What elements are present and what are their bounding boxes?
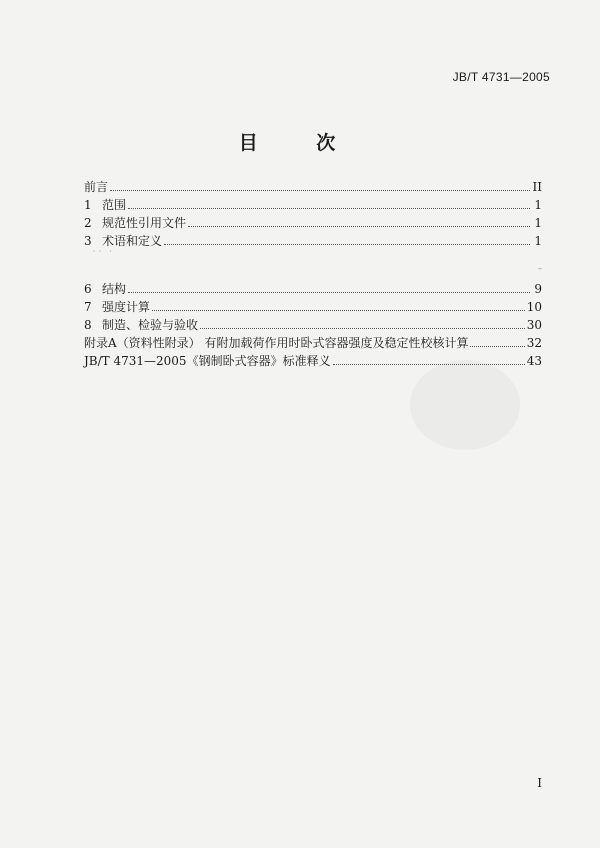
leader-dots	[128, 207, 530, 209]
toc-entry-preface[interactable]	[84, 178, 542, 196]
toc-entry-standard-interpretation[interactable]	[84, 352, 542, 370]
toc-entry-page: 1	[534, 216, 542, 230]
toc-entry-label: 规范性引用文件	[102, 216, 187, 230]
toc-entry-page: 43	[526, 354, 542, 368]
leader-dots	[110, 189, 530, 191]
toc-entry-page: 30	[526, 318, 542, 332]
cut-off-text-fragment: ˙˙ ˙	[92, 250, 115, 259]
scan-smudge	[410, 360, 520, 450]
scan-gap	[84, 250, 542, 280]
leader-dots	[188, 225, 530, 227]
toc-entry-number: 8	[84, 318, 92, 332]
toc-entry-manufacture-inspection[interactable]	[84, 316, 542, 334]
toc-entry-scope[interactable]	[84, 196, 542, 214]
toc-entry-label: 制造、检验与验收	[102, 318, 199, 332]
toc-entry-normative-references[interactable]	[84, 214, 542, 232]
toc-entry-label: 术语和定义	[102, 234, 163, 248]
toc-entry-page: 32	[526, 336, 542, 350]
leader-dots	[152, 309, 525, 311]
toc-entry-page: 1	[534, 234, 542, 248]
toc-title: 目 次	[238, 132, 362, 154]
leader-dots	[128, 291, 530, 293]
toc-entry-appendix-a[interactable]	[84, 334, 542, 352]
toc-entry-label: 结构	[102, 282, 127, 296]
toc-entry-strength-calculation[interactable]	[84, 298, 542, 316]
toc-entry-structure[interactable]	[84, 280, 542, 298]
toc-entry-page: 1	[534, 198, 542, 212]
leader-dots	[333, 363, 525, 365]
toc-entry-label: 前言	[84, 180, 109, 194]
toc-entry-label: 附录A（资料性附录） 有附加载荷作用时卧式容器强度及稳定性校核计算	[84, 336, 469, 350]
toc-entry-number: 2	[84, 216, 92, 230]
toc-entry-number: 6	[84, 282, 92, 296]
table-of-contents	[84, 178, 542, 370]
toc-entry-terms-definitions[interactable]	[84, 232, 542, 250]
leader-dots	[200, 327, 525, 329]
toc-entry-label: 范围	[102, 198, 127, 212]
toc-entry-label: JB/T 4731—2005《钢制卧式容器》标准释义	[84, 354, 331, 368]
toc-entry-page: II	[532, 180, 542, 194]
toc-entry-number: 7	[84, 300, 92, 314]
scan-mark: –	[538, 264, 542, 273]
standard-code: JB/T 4731—2005	[452, 70, 550, 84]
toc-entry-page: 10	[526, 300, 542, 314]
leader-dots	[164, 243, 530, 245]
page-number: I	[537, 776, 542, 790]
toc-entry-page: 9	[534, 282, 542, 296]
leader-dots	[470, 345, 524, 347]
toc-entry-number: 3	[84, 234, 92, 248]
toc-entry-number: 1	[84, 198, 92, 212]
toc-entry-label: 强度计算	[102, 300, 151, 314]
